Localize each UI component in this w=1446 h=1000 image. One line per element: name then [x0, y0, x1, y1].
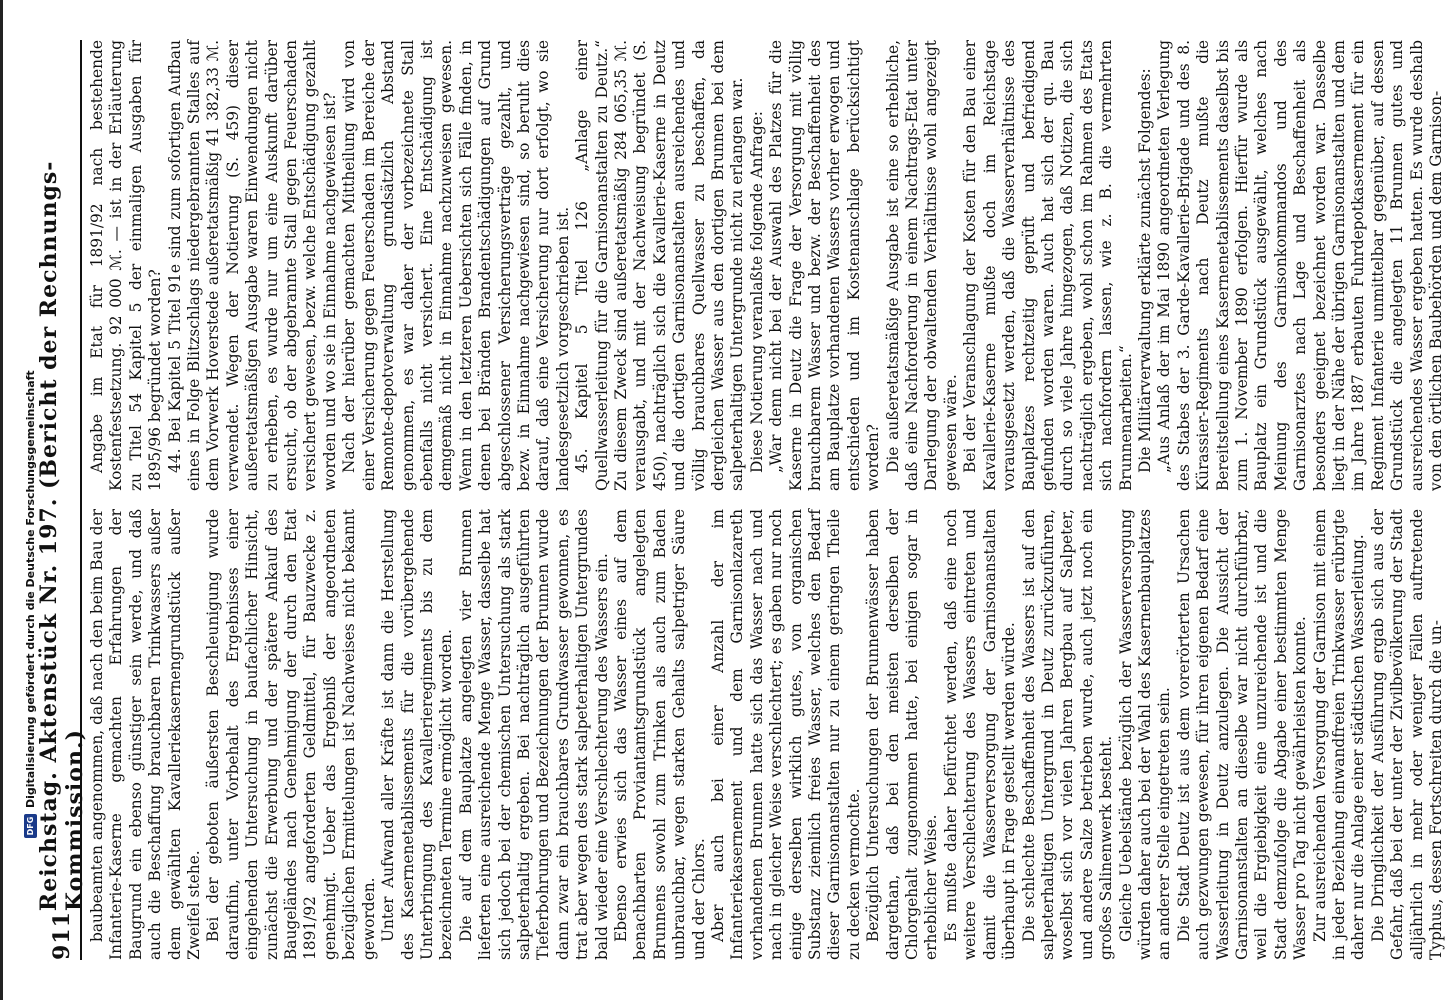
- paragraph: 45. Kapitel 5 Titel 126 „Anlage einer Quellwasserleitung für die Garnisonanstalten zu Deutz.“ Zu diesem Zweck sind außeretatsmäßig 284 065,35 ℳ. verausgabt, und mit der Nachweisung begründet (S. 450), nachträglich sich die Kavallerie-Kaserne in Deutz und die dortigen Garnisonanstalten ausreichendes und völlig brauchbares Quellwasser zu beschaffen, da dergleichen Wasser aus den dortigen Brunnen bei dem salpeterhaltigen Untergrunde nicht zu erlangen war.: [573, 40, 747, 491]
- paragraph: Die Militärverwaltung erklärte zunächst Folgendes:: [1135, 68, 1154, 473]
- page-header: [36, 40, 88, 960]
- paragraph: Es mußte daher befürchtet werden, daß eine noch weitere Verschlechterung des Wassers eintreten und damit die Wasserversorgung der Garnisonanstalten überhaupt in Frage gestellt werden würde.: [941, 509, 1019, 960]
- scan-edge: [0, 0, 3, 1000]
- dfg-logo-icon: DFG: [24, 814, 37, 838]
- paragraph: 44. Bei Kapitel 5 Titel 91e sind zum sofortigen Aufbau eines in Folge Blitzschlags niedergebrannten Stalles auf dem Vorwerk Hoverstede außeretatsmäßig 41 382,33 ℳ. verwendet. Wegen der Notierung (S. 459) dieser außeretatsmäßigen Ausgabe waren Einwendungen nicht zu erheben, es wurde nur um eine Auskunft darüber ersucht, ob der abgebrannte Stall gegen Feuerschaden versichert gewesen, bezw. welche Entschädigung gezahlt worden und wo sie in Einnahme nachgewiesen ist?: [165, 40, 339, 491]
- paragraph: Aber auch bei einer Anzahl der im Infanteriekasernement und dem Garnisonlazareth vorhandenen Brunnen hatte sich das Wasser nach und nach in gleicher Weise verschlechtert; es gaben nur noch einige derselben wirklich gutes, von organischen Substanz ziemlich freies Wasser, welches den Bedarf dieser Garnisonanstalten nur zu einem geringen Theile zu decken vermochte.: [709, 509, 863, 960]
- paragraph: Bei der geboten äußersten Beschleunigung wurde daraufhin, unter Vorbehalt des Ergebnisses einer eingehenden Untersuchung in baufachlicher Hinsicht, zunächst die Erwerbung und der spätere Ankauf des Baugeländes nach Genehmigung der durch den Etat 1891/92 angeforderten Geldmittel, für Bauzwecke z. genehmigt. Ueber das Ergebniß der angeordneten bezüglichen Ermittelungen ist Nachweises nicht bekannt geworden.: [204, 509, 378, 960]
- digitization-credit: [22, 178, 38, 838]
- paragraph: Die Dringlichkeit der Ausführung ergab sich aus der Gefahr, daß bei der unter der Zivilbevölkerung der Stadt alljährlich in mehr oder weniger Fällen auftretende Typhus, dessen Fortschreiten durch die un-: [1368, 509, 1446, 960]
- right-column: [88, 509, 1446, 960]
- paragraph: Zur ausreichenden Versorgung der Garnison mit einem in jeder Beziehung einwandfreien Trinkwasser erübrigte daher nur die Anlage einer städtischen Wasserleitung.: [1310, 509, 1368, 960]
- paragraph: „Aus Anlaß der im Mai 1890 angeordneten Verlegung des Stabes der 3. Garde-Kavallerie-Brigade und des 8. Kürassier-Regiments nach Deutz mußte die Bereitstellung eines Kasernenetablissements daselbst bis zum 1. November 1890 erfolgen. Hierfür wurde als Bauplatz ein Grundstück ausgewählt, welches nach Meinung des Garnisonkommandos und des Garnisonarztes nach Lage und Beschaffenheit als besonders geeignet bezeichnet worden war. Dasselbe liegt in der Nähe der übrigen Garnisonanstalten und dem im Jahre 1887 erbauten Fuhrdepotkasernement für ein Regiment Infanterie unmittelbar gegenüber, auf dessen Grundstück die angelegten 11 Brunnen gutes und ausreichendes Wasser ergeben hatten. Es wurde deshalb von den örtlichen Baubehörden und dem Garnison-: [1155, 40, 1446, 491]
- printed-sheet: [23, 20, 1446, 980]
- paragraph: Die auf dem Bauplatze angelegten vier Brunnen lieferten eine ausreichende Menge Wasser, dasselbe hat sich jedoch bei der chemischen Untersuchung als stark salpeterhaltig ergeben. Bei nachträglich ausgeführten Tieferbohrungen und Bezeichnungen der Brunnen wurde dann zwar ein brauchbares Grundwasser gewonnen, es trat aber wegen des stark salpeterhaltigen Untergrundes bald wieder eine Verschlechterung des Wassers ein.: [456, 509, 611, 960]
- paragraph: Bezüglich Untersuchungen der Brunnenwässer haben dargethan, daß bei den meisten derselben der Chlorgehalt zugenommen hatte, bei einigen sogar in erheblicher Weise.: [864, 509, 941, 960]
- paragraph: Ebenso erwies sich das Wasser eines auf dem benachbarten Proviantamtsgrundstück angelegten Brunnens sowohl zum Trinken als auch zum Baden unbrauchbar, wegen starken Gehalts salpetriger Säure und der Chlors.: [611, 509, 708, 960]
- credit-text: Digitalisierung gefördert durch die Deutsche Forschungsgemeinschaft: [23, 370, 37, 808]
- paragraph: Diese Notierung veranlaßte folgende Anfrage:: [747, 111, 766, 473]
- paragraph: Die schlechte Beschaffenheit des Wassers ist auf den salpeterhaltigen Untergrund in Deutz zurückzuführen, woselbst sich vor vielen Jahren Bergbau auf Salpeter, und andere Salze betrieben wurde, auch jetzt noch ein großes Salinenwerk besteht.: [1019, 509, 1116, 960]
- left-column: [88, 40, 1446, 491]
- paragraph: Gleiche Uebelstände bezüglich der Wasserversorgung würden daher auch bei der Wahl des Kasernenbauplatzes an anderer Stelle eingetreten sein.: [1116, 509, 1174, 960]
- paragraph: Die außeretatsmäßige Ausgabe ist eine so erhebliche, daß eine Nachforderung in einem Nachtrags-Etat unter Darlegung der obwaltenden Verhältnisse wohl angezeigt gewesen wäre.: [883, 40, 960, 491]
- paragraph: Bei der Veranschlagung der Kosten für den Bau einer Kavallerie-Kaserne mußte doch im Reichstage vorausgesetzt werden, daß die Wasserverhältnisse des Bauplatzes rechtzeitig geprüft und befriedigend gefunden worden waren. Auch hat sich der qu. Bau durch so viele Jahre hingezogen, daß Notizen, die sich nachträglich ergeben, wohl schon im Rahmen des Etats sich nachfordern lassen, wie z. B. die vermehrten Brunnenarbeiten.“: [961, 40, 1135, 491]
- text-columns: [88, 40, 1446, 960]
- paragraph: Angabe im Etat für 1891/92 nach bestehende Kostenfestsetzung. 92 000 ℳ. — ist in der Erläuterung zu Titel 54 Kapitel 5 der einmaligen Ausgaben für 1895/96 begründet worden?: [88, 40, 165, 491]
- paragraph: „War denn nicht bei der Auswahl des Platzes für die Kaserne in Deutz die Frage der Versorgung mit völlig brauchbarem Wasser und bezw. der Beschaffenheit des am Bauplatze vorhandenen Wassers vorher erwogen und entschieden und im Kostenanschlage berücksichtigt worden?: [767, 40, 883, 491]
- page-number: 911: [49, 911, 75, 960]
- paragraph: Unter Aufwand aller Kräfte ist dann die Herstellung des Kasernenetablissements für die vorübergehende Unterbringung des Kavallerieregiments bis zu dem bezeichneten Termine ermöglicht worden.: [379, 509, 456, 960]
- paragraph: Die Stadt Deutz ist aus dem vorerörterten Ursachen auch gezwungen gewesen, für ihren eigenen Bedarf eine Wasserleitung in Deutz anzulegen. Die Aussicht der Garnisonanstalten an dieselbe war nicht durchführbar, weil die Ergiebigkeit eine unzureichende ist und die Stadt demzufolge die Abgabe einer bestimmten Menge Wasser pro Tag nicht gewährleisten konnte.: [1174, 509, 1310, 960]
- running-title: Reichstag. Aktenstück Nr. 197. (Bericht der Rechnungs-Kommission.): [36, 160, 88, 912]
- paragraph: baubeamten angenommen, daß nach den beim Bau der Infanterie-Kaserne gemachten Erfahrungen der Baugrund ein ebenso günstiger sein werde, und daß auch die Beschaffung brauchbaren Trinkwassers außer dem gewählten Kavalleriekasernengrundstück außer Zweifel stehe.: [88, 509, 204, 960]
- paragraph: Nach der hierüber gemachten Mittheilung wird von einer Versicherung gegen Feuerschaden im Bereiche der Remonte-depotverwaltung grundsätzlich Abstand genommen, es war daher der vorbezeichnete Stall ebenfalls nicht versichert. Eine Entschädigung ist demgemäß nicht in Einnahme nachzuweisen gewesen. Wenn in den letzteren Uebersichten sich Fälle finden, in denen bei Bränden Brandentschädigungen auf Grund abgeschlossener Versicherungsverträge gezahlt, und bezw. in Einnahme nachgewiesen sind, so beruht dies darauf, daß eine Versicherung nur dort erfolgt, wo sie landesgesetzlich vorgeschrieben ist.: [340, 40, 572, 491]
